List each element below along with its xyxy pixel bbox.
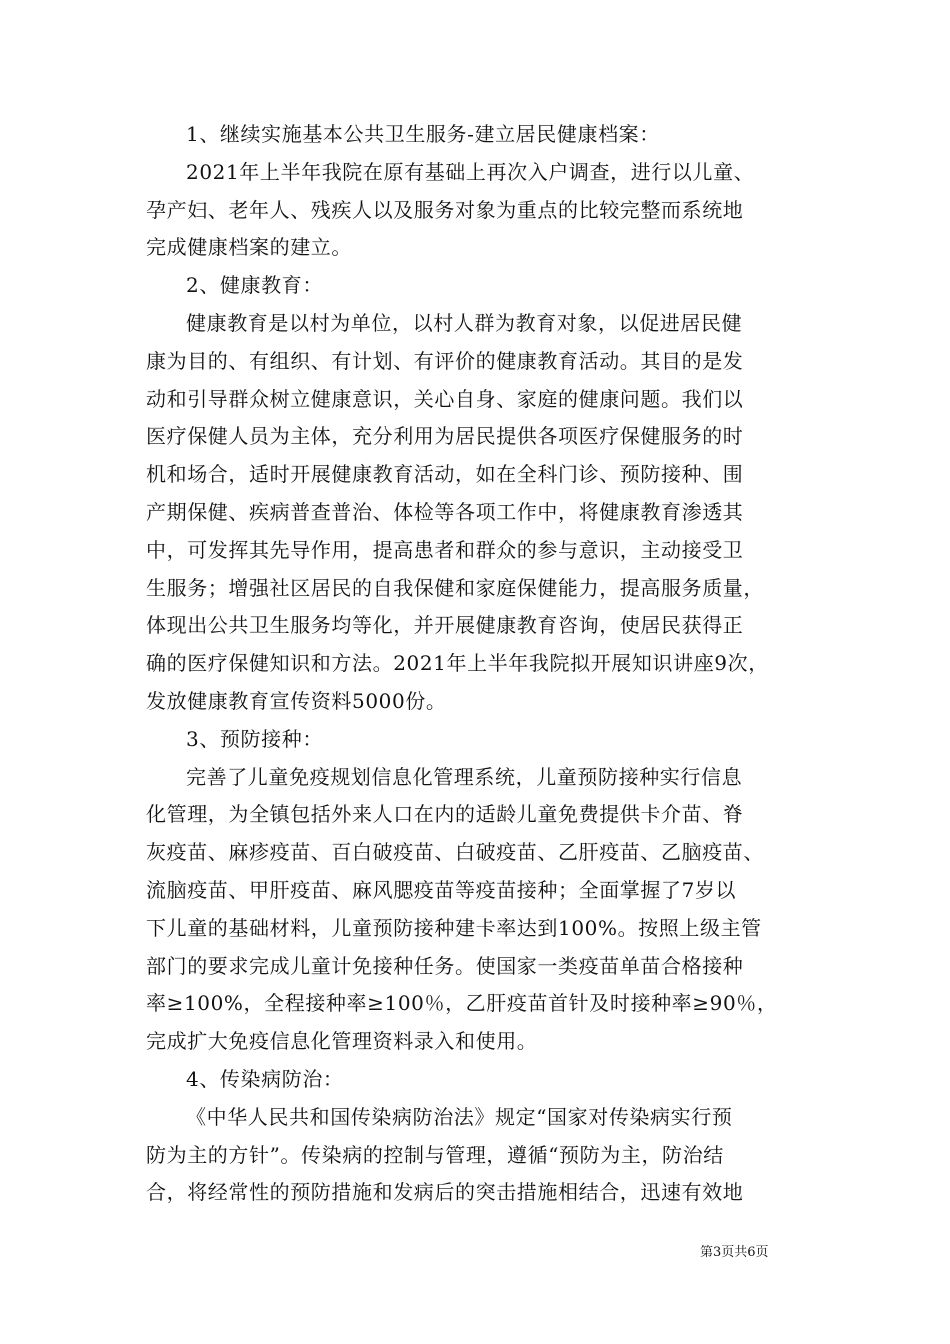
paragraph-line: 动和引导群众树立健康意识，关心自身、家庭的健康问题。我们以: [146, 386, 744, 411]
section-heading-1: 1、继续实施基本公共卫生服务-建立居民健康档案：: [186, 122, 660, 146]
paragraph-line: 部门的要求完成儿童计免接种任务。使国家一类疫苗单苗合格接种: [146, 953, 744, 978]
section-heading-2: 2、健康教育：: [186, 273, 323, 298]
paragraph-line: 机和场合，适时开展健康教育活动，如在全科门诊、预防接种、围: [146, 462, 744, 487]
document-body: [146, 116, 816, 1212]
paragraph-line: 合，将经常性的预防措施和发病后的突击措施相结合，迅速有效地: [146, 1180, 744, 1205]
paragraph-line: 产期保健、疾病普查普治、体检等各项工作中，将健康教育渗透其: [146, 499, 744, 524]
paragraph-line: 体现出公共卫生服务均等化，并开展健康教育咨询，使居民获得正: [146, 613, 744, 638]
paragraph-line: 《中华人民共和国传染病防治法》规定“国家对传染病实行预: [186, 1104, 733, 1129]
paragraph-line: 康为目的、有组织、有计划、有评价的健康教育活动。其目的是发: [146, 348, 744, 373]
section-heading-4: 4、传染病防治：: [186, 1066, 344, 1091]
paragraph-line: 生服务；增强社区居民的自我保健和家庭保健能力，提高服务质量，: [146, 575, 764, 600]
paragraph-line: 孕产妇、老年人、残疾人以及服务对象为重点的比较完整而系统地: [146, 197, 744, 222]
paragraph-line: 完成健康档案的建立。: [146, 235, 352, 260]
paragraph-line: 确的医疗保健知识和方法。2021年上半年我院拟开展知识讲座9次，: [146, 651, 769, 676]
paragraph-line: 医疗保健人员为主体，充分利用为居民提供各项医疗保健服务的时: [146, 424, 744, 449]
paragraph-line: 2021年上半年我院在原有基础上再次入户调查，进行以儿童、: [186, 159, 755, 184]
section-heading-3: 3、预防接种：: [186, 726, 323, 751]
paragraph-line: 完善了儿童免疫规划信息化管理系统，儿童预防接种实行信息: [186, 764, 743, 789]
paragraph-line: 防为主的方针”。传染病的控制与管理，遵循“预防为主，防治结: [146, 1142, 724, 1167]
paragraph-line: 率≥100%，全程接种率≥100％，乙肝疫苗首针及时接种率≥90％，: [146, 991, 778, 1016]
paragraph-line: 健康教育是以村为单位，以村人群为教育对象，以促进居民健: [186, 310, 743, 335]
paragraph-line: 中，可发挥其先导作用，提高患者和群众的参与意识，主动接受卫: [146, 537, 744, 562]
page-number-footer: 第3页共6页: [700, 1245, 769, 1260]
paragraph-line: 完成扩大免疫信息化管理资料录入和使用。: [146, 1029, 538, 1054]
paragraph-line: 化管理，为全镇包括外来人口在内的适龄儿童免费提供卡介苗、脊: [146, 802, 744, 827]
paragraph-line: 流脑疫苗、甲肝疫苗、麻风腮疫苗等疫苗接种；全面掌握了7岁以: [146, 877, 737, 902]
paragraph-line: 下儿童的基础材料，儿童预防接种建卡率达到100%。按照上级主管: [146, 915, 762, 940]
paragraph-line: 发放健康教育宣传资料5000份。: [146, 688, 447, 713]
paragraph-line: 灰疫苗、麻疹疫苗、百白破疫苗、白破疫苗、乙肝疫苗、乙脑疫苗、: [146, 840, 764, 865]
